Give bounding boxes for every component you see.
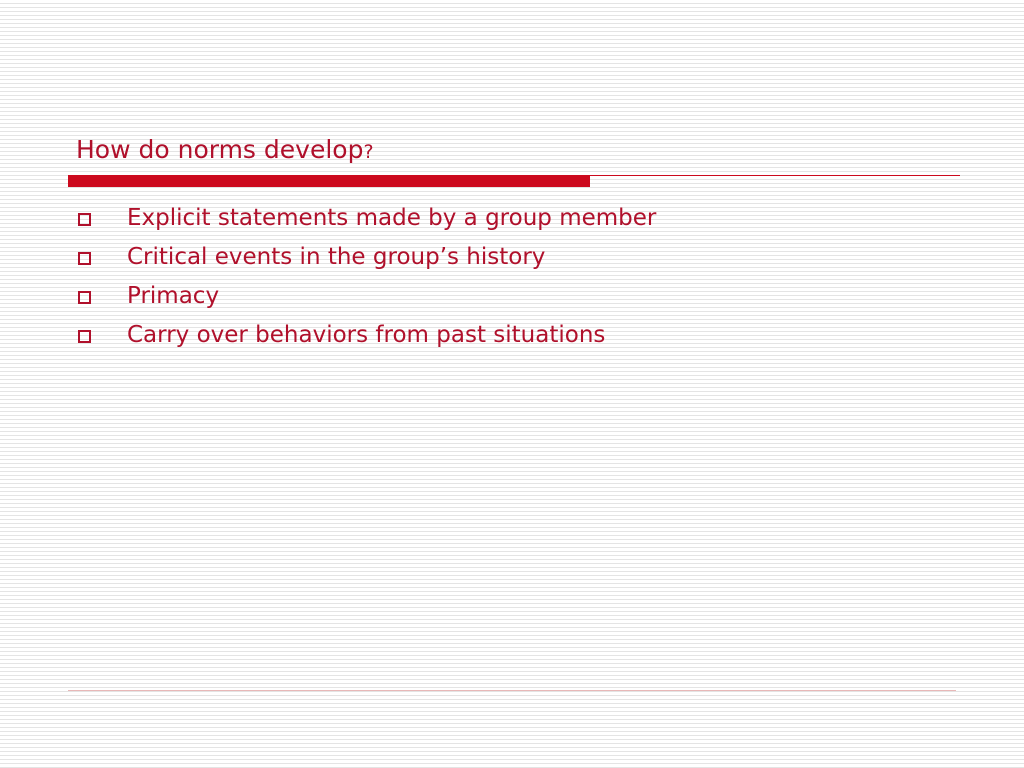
slide-title	[76, 133, 374, 169]
slide-title-question-mark: ?	[363, 141, 374, 163]
hollow-square-bullet-icon	[78, 213, 91, 226]
bullet-text: Critical events in the group’s history	[127, 244, 546, 270]
hollow-square-bullet-icon	[78, 252, 91, 265]
title-accent-bar	[68, 175, 590, 187]
hollow-square-bullet-icon	[78, 330, 91, 343]
bullet-text: Carry over behaviors from past situations	[127, 322, 606, 348]
hollow-square-bullet-icon	[78, 291, 91, 304]
bullet-text: Explicit statements made by a group member	[127, 205, 657, 231]
title-accent-line	[590, 175, 960, 176]
slide-title-text: How do norms develop	[76, 135, 364, 164]
footer-divider	[68, 690, 956, 691]
bullet-text: Primacy	[127, 283, 220, 309]
